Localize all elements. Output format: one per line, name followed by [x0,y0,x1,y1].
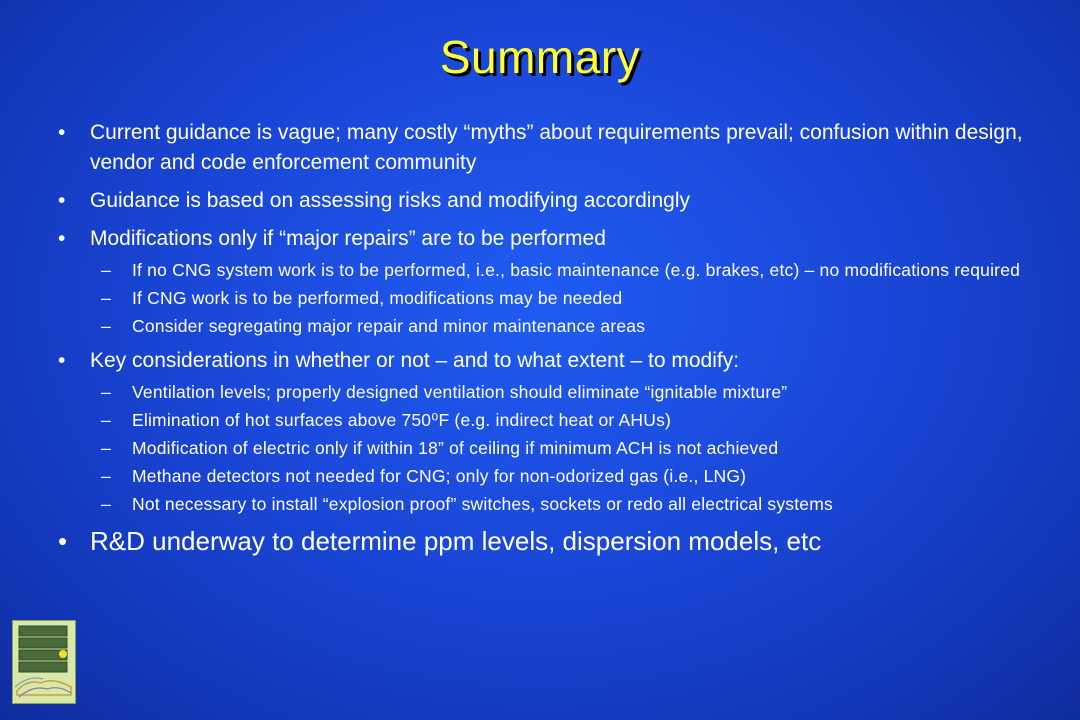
logo-graphic [13,621,75,703]
sub-bullet-text: Ventilation levels; properly designed ventilation should eliminate “ignitable mixture” [132,382,788,402]
sub-bullet-text: Modification of electric only if within 18” of ceiling if minimum ACH is not achieved [132,438,779,458]
foundation-logo [12,620,76,704]
sub-bullet-item [58,258,1043,282]
sub-bullet-item [58,492,1043,516]
sub-bullet-text: If no CNG system work is to be performed, i.e., basic maintenance (e.g. brakes, etc) – no modifications required [132,260,1021,280]
bullet-dot: • [58,121,66,144]
slide-title: Summary [439,31,641,83]
sub-bullet-text: If CNG work is to be performed, modifications may be needed [132,288,623,308]
sub-bullet-item [58,436,1043,460]
sub-bullet-item [58,464,1043,488]
dash-marker: – [101,466,111,486]
bullet-text: Key considerations in whether or not – and to what extent – to modify: [90,349,740,372]
sub-bullet-item [58,380,1043,404]
bullet-item [58,186,1043,216]
bullet-dot: • [58,349,66,372]
bullet-list [58,118,1043,558]
bullet-text: Current guidance is vague; many costly “myths” about requirements prevail; confusion within design, vendor and code enforcement community [90,121,1023,174]
bullet-text: Guidance is based on assessing risks and modifying accordingly [90,189,690,212]
sub-bullet-text: Consider segregating major repair and minor maintenance areas [132,316,646,336]
sub-bullet-text: Elimination of hot surfaces above 750⁰F (e.g. indirect heat or AHUs) [132,410,672,430]
bullet-text: Modifications only if “major repairs” are to be performed [90,227,606,250]
bullet-item [58,524,1043,558]
sub-bullet-item [58,408,1043,432]
bullet-text: R&D underway to determine ppm levels, dispersion models, etc [90,526,822,556]
sub-bullet-text: Not necessary to install “explosion proof” switches, sockets or redo all electrical systems [132,494,833,514]
sub-bullet-text: Methane detectors not needed for CNG; only for non-odorized gas (i.e., LNG) [132,466,747,486]
sub-bullet-item [58,314,1043,338]
bullet-dot: • [58,189,66,212]
dash-marker: – [101,316,111,336]
dash-marker: – [101,260,111,280]
dash-marker: – [101,288,111,308]
bullet-item [58,118,1043,178]
sub-bullet-item [58,286,1043,310]
dash-marker: – [101,494,111,514]
bullet-item [58,346,1043,376]
bullet-item [58,224,1043,254]
dash-marker: – [101,382,111,402]
bullet-dot: • [58,227,66,250]
dash-marker: – [101,410,111,430]
bullet-dot: • [58,526,68,556]
dash-marker: – [101,438,111,458]
